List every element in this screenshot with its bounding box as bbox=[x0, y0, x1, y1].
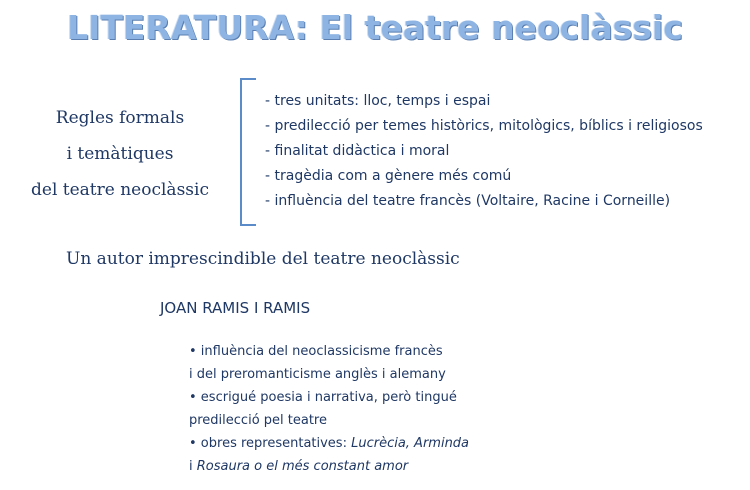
works-title: Rosaura o el més constant amor bbox=[196, 459, 409, 474]
note-line bbox=[189, 455, 469, 478]
author-notes bbox=[189, 340, 469, 478]
works-title: Lucrècia, Arminda bbox=[351, 436, 470, 451]
note-line: • influència del neoclassicisme francès bbox=[189, 344, 443, 359]
rules-label-line: i temàtiques bbox=[66, 144, 174, 164]
note-text: • obres representatives: bbox=[189, 436, 352, 451]
note-line: • escrigué poesia i narrativa, però tingué bbox=[189, 390, 457, 405]
note-line: i del preromanticisme anglès i alemany bbox=[189, 367, 446, 382]
bracket-divider bbox=[240, 78, 256, 226]
rules-label-line: del teatre neoclàssic bbox=[31, 180, 209, 200]
rules-list bbox=[265, 89, 703, 214]
list-item: - finalitat didàctica i moral bbox=[265, 143, 450, 159]
note-line bbox=[189, 432, 469, 455]
rules-label bbox=[30, 100, 210, 208]
author-name: JOAN RAMIS I RAMIS bbox=[160, 299, 311, 317]
list-item: - tres unitats: lloc, temps i espai bbox=[265, 93, 491, 109]
list-item: - tragèdia com a gènere més comú bbox=[265, 168, 512, 184]
list-item: - predilecció per temes històrics, mitològics, bíblics i religiosos bbox=[265, 118, 703, 134]
note-text: i bbox=[189, 459, 197, 474]
note-line: predilecció pel teatre bbox=[189, 413, 327, 428]
rules-label-line: Regles formals bbox=[55, 108, 185, 128]
page-title: LITERATURA: El teatre neoclàssic bbox=[67, 8, 683, 47]
list-item: - influència del teatre francès (Voltaire, Racine i Corneille) bbox=[265, 193, 671, 209]
author-heading: Un autor imprescindible del teatre neoclàssic bbox=[66, 249, 460, 269]
